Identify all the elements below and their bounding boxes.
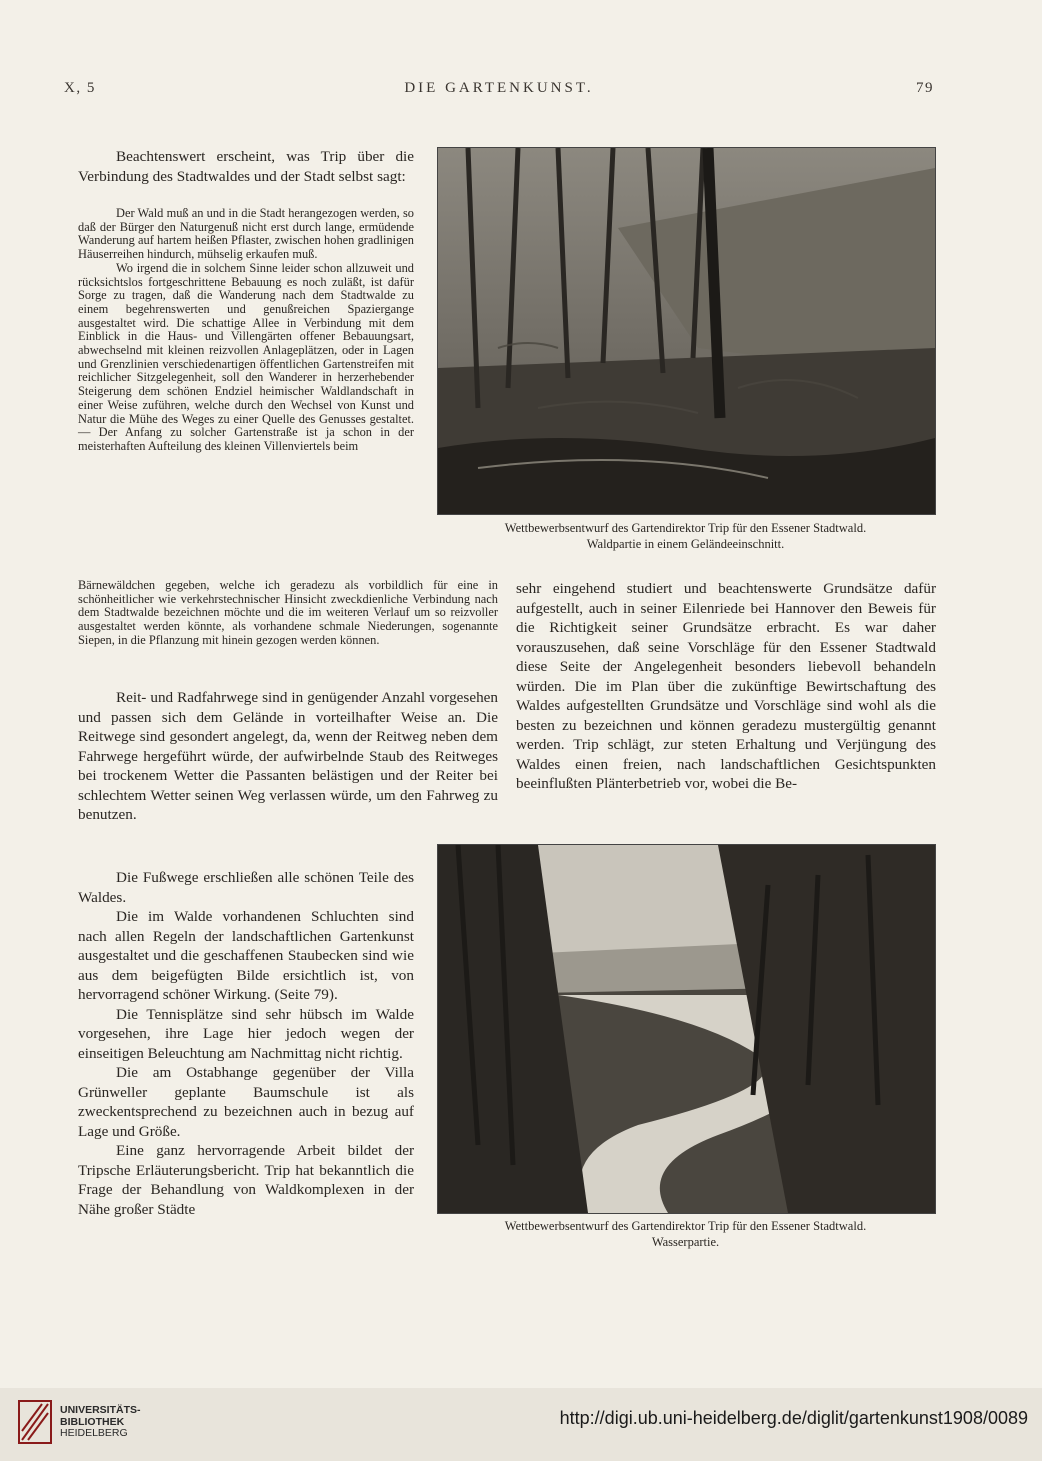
university-library-logo-icon — [18, 1400, 52, 1444]
quote-block-2: Bärnewäldchen gegeben, welche ich geradezu als vorbildlich für eine in schönheitlicher wie verkehrstechnischer Hinsicht zweckdienliche Verbindung nach dem Stadtwalde bezeichnen möchte und die im weiteren Verlauf um so reizvoller ausgestaltet werden könnte, als vorhandene schmale Niederungen, sogenannte Siepen, in die Pflanzung mit hinein gezogen werden können. — [78, 578, 498, 647]
permalink-url[interactable]: http://digi.ub.uni-heidelberg.de/diglit/gartenkunst1908/0089 — [559, 1408, 1028, 1428]
quote-block-1: Der Wald muß an und in die Stadt herangezogen werden, so daß der Bürger den Naturgenuß nicht erst durch lange, ermüdende Wanderung auf hartem heißen Pflaster, zwischen hohen gradlinigen Häuserreihen hindurch, mühselig erkaufen muß. Wo irgend die in solchem Sinne leider schon allzuweit und rücksichtslos fortgeschrittene Bebauung es noch zuläßt, ist dafür Sorge zu tragen, daß die Wanderung nach dem Stadtwalde zu einem begehrenswerten und genußreichen Spaziergange ausgestaltet wird. Die schattige Allee in Verbindung mit dem Einblick in die Haus- und Villengärten offener Bebauungsart, abwechselnd mit kleinen reizvollen Anlageplätzen, oder in Lagen und Grenzlinien verschiedenartigen öffentlichen Gartenstreifen mit reichlicher Sitzgelegenheit, soll den Wanderer in herzerhebender Steigerung dem schönen Endziel heimischer Waldlandschaft in einer Weise zuführen, welche durch den Wechsel von Kunst und Natur die Mühe des Weges zu einer Quelle des Genusses gestaltet. — Der Anfang zu solcher Gartenstraße ist ja schon in der meisterhaften Aufteilung des kleinen Villenviertels beim — [78, 206, 414, 453]
water-engraving-figure — [437, 844, 936, 1214]
forest-engraving-figure — [437, 147, 936, 515]
library-name: UNIVERSITÄTS- BIBLIOTHEK HEIDELBERG — [60, 1404, 141, 1439]
right-column-text: sehr eingehend studiert und beachtenswerte Grundsätze dafür aufgestellt, auch in seiner Eilenriede bei Hannover den Beweis für die Richtigkeit seiner Grundsätze erbracht. Es war daher vorauszusehen, daß seine Vorschläge für den Essener Stadtwald diese Seite der Angelegenheit besonders liebevoll behandeln würden. Die im Plan über die zukünftige Bewirtschaftung des Waldes aufgestellten Grundsätze und Vorschläge sind wohl als die besten zu bezeichnen und können geradezu mustergültig genannt werden. Trip schlägt, zur steten Erhaltung und Verjüngung des Waldes einen freien, nach landschaftlichen Gesichtspunkten beeinflußten Plänterbetrieb vor, wobei die Be- — [516, 580, 936, 792]
page-number: 79 — [916, 80, 934, 96]
paragraph-intro: Beachtenswert erscheint, was Trip über die Verbindung des Stadtwaldes und der Stadt selbst sagt: — [78, 148, 414, 185]
journal-title: DIE GARTENKUNST. — [404, 80, 594, 96]
paragraph-riding-paths: Reit- und Radfahrwege sind in genügender Anzahl vorgesehen und passen sich dem Gelände in vorteilhafter Weise an. Die Reitwege sind gesondert angelegt, da, wenn der Reitweg neben dem Fahrwege hergeführt würde, der aufwirbelnde Staub des Reitweges bei trockenem Wetter die Passanten belästigen und der Reiter bei schlechtem Wetter seinen Weg verlassen würde, um den Fahrweg zu benutzen. — [78, 689, 498, 823]
figure1-caption: Wettbewerbsentwurf des Gartendirektor Trip für den Essener Stadtwald. Waldpartie in einem Geländeeinschnitt. — [504, 521, 867, 551]
left-column-lower: Die Fußwege erschließen alle schönen Teile des Waldes. Die im Walde vorhandenen Schluchten sind nach allen Regeln der landschaftlichen Gartenkunst ausgestaltet und die geschaffenen Staubecken sind wie aus dem beigefügten Bilde ersichtlich ist, von hervorragend schöner Wirkung. (Seite 79). Die Tennisplätze sind sehr hübsch im Walde vorgesehen, ihre Lage hier jedoch wegen der einseitigen Beleuchtung am Nachmittag nicht richtig. Die am Ostabhange gegenüber der Villa Grünweller geplante Baumschule ist als zweckentsprechend zu bezeichnen auch in bezug auf Lage und Größe. Eine ganz hervorragende Arbeit bildet der Tripsche Erläuterungsbericht. Trip hat bekanntlich die Frage der Behandlung von Waldkomplexen in der Nähe großer Städte — [78, 869, 414, 1218]
figure2-caption: Wettbewerbsentwurf des Gartendirektor Trip für den Essener Stadtwald. Wasserpartie. — [504, 1219, 867, 1249]
volume-number: X, 5 — [64, 80, 96, 96]
digitization-footer — [0, 1388, 1042, 1461]
forest-illustration — [438, 148, 935, 514]
water-illustration — [438, 845, 935, 1213]
